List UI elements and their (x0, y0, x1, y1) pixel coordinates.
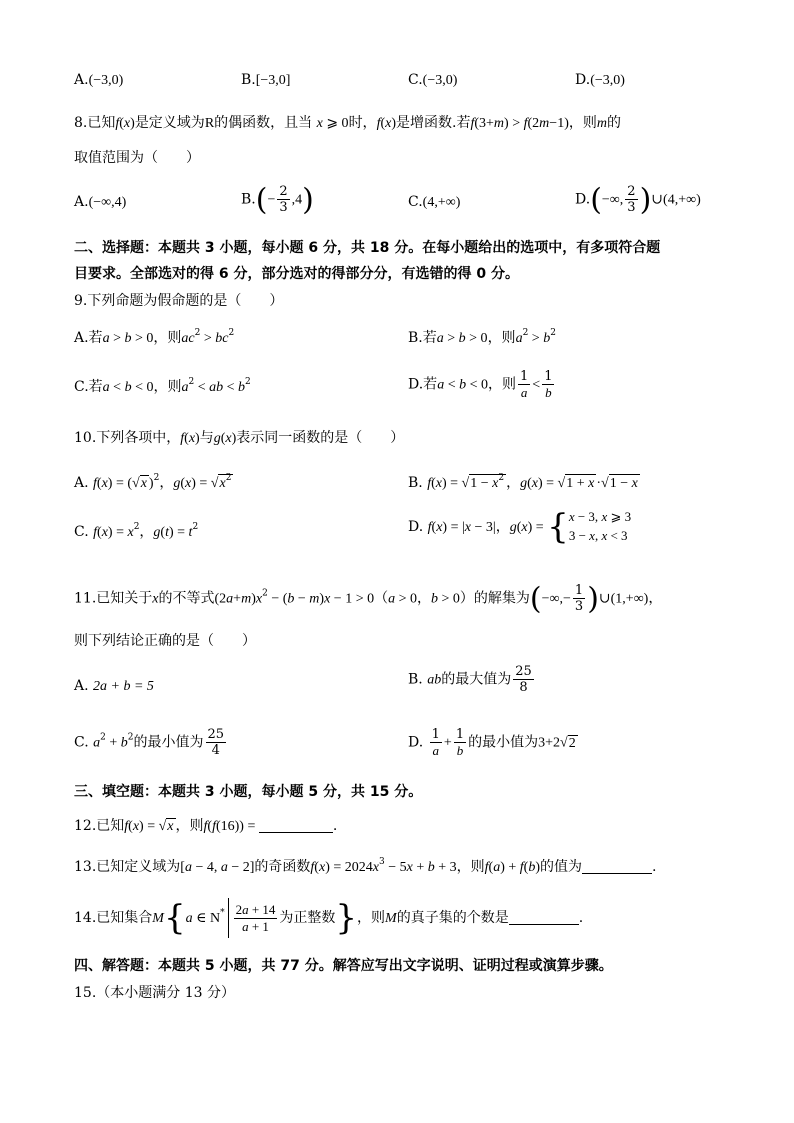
q15-stem: 15.（本小题满分 13 分） (74, 985, 235, 1001)
q9-option-c: C.若a < b < 0，则$a^2$ < ab < $b^2$ (74, 377, 251, 395)
q10-option-b: B. $f(x) = √1 - x^2$ ，g(x) = √1 + x ·√1 − x (408, 473, 638, 491)
q9-option-b: B.若a > b > 0，则$a^2 > b^2$ (408, 328, 556, 346)
q11-option-c: C. $a^2 + b^2$的最小值为 $\frac{25}{4}$ (74, 727, 225, 758)
section-3-heading: 三、填空题：本题共 3 小题，每小题 5 分，共 15 分。 (74, 784, 423, 800)
q8-option-b: B.(− $\frac{2}{3}$ ,4) (241, 182, 314, 218)
q11-option-b: B. ab的最大值为 $\frac{25}{8}$ (408, 664, 532, 695)
section-2-heading-cont: 目要求。全部选对的得 6 分，部分选对的得部分分，有选错的得 0 分。 (74, 266, 519, 282)
q8-stem-line1: 8.已知f(x)是定义域为R的偶函数，且当 x ⩾ 0时，f(x)是增函数.若f(3+m) > f(2m−1)，则m的 (74, 115, 621, 131)
q11-option-d: D. $\frac{1}{a}$ + $\frac{1}{b}$ 的最小值为3+2√2 (408, 727, 576, 758)
section-4-heading: 四、解答题：本题共 5 小题，共 77 分。解答应写出文字说明、证明过程或演算步骤。 (74, 958, 613, 974)
q13-answer-blank[interactable] (582, 859, 652, 874)
q10-option-c: C. $f(x) = x^2$，$g(t) = t^2$ (74, 522, 199, 540)
q9-stem: 9.下列命题为假命题的是（ ） (74, 293, 284, 309)
q7-option-d: D.(−3,0) (575, 72, 625, 88)
q11-option-a: A. 2a + b = 5 (74, 678, 154, 694)
q7-option-b: B.[−3,0] (241, 72, 291, 88)
q14-answer-blank[interactable] (509, 910, 579, 925)
q12-stem: 12.已知f(x) = √x ，则f(f(16)) = . (74, 818, 338, 834)
q8-option-c: C.(4,+∞) (408, 194, 461, 210)
q9-option-a: A.若a > b > 0，则$ac^2 > bc^2$ (74, 328, 235, 346)
q11-stem-line1: 11.已知关于x的不等式$(2a+m)x^2 - (b - m)x - 1 > 0(a > 0$，b > 0）的解集为(−∞,− $\frac{1}{3}$ )∪(1,+∞)， (74, 581, 663, 617)
q10-stem: 10.下列各项中，f(x)与g(x)表示同一函数的是（ ） (74, 430, 405, 446)
q11-stem-line2: 则下列结论正确的是（ ） (74, 633, 256, 649)
q8-option-d: D.(−∞, $\frac{2}{3}$ )∪(4,+∞) (575, 182, 701, 218)
q12-answer-blank[interactable] (259, 818, 333, 833)
q7-option-a: A.(−3,0) (74, 72, 124, 88)
q8-stem-line2: 取值范围为（ ） (74, 150, 200, 166)
q10-option-a: A. f(x) = (√x )$^2$，$g(x) = √x^2$ (74, 473, 232, 491)
q10-option-d: D. f(x) = |x − 3|，g(x) = {x − 3, x ⩾ 3 3 − x, x < 3 (408, 507, 632, 547)
q13-stem: 13.已知定义域为[a − 4, a − 2]的奇函数$f(x) = 2024x^3 - 5x + b + 3$，则f(a) + f(b)的值为 . (74, 857, 657, 875)
q9-option-d: D.若a < b < 0，则 $\frac{1}{a}$ < $\frac{1}{b}$ (408, 369, 553, 400)
q8-option-a: A.(−∞,4) (74, 194, 127, 210)
section-2-heading: 二、选择题：本题共 3 小题，每小题 6 分，共 18 分。在每小题给出的选项中，有多项符合题 (74, 240, 661, 256)
q14-stem: 14.已知集合M{a ∈ N* $\frac{2a + 14}{a + 1}$ 为正整数}，则M的真子集的个数是 . (74, 898, 584, 938)
q7-option-c: C.(−3,0) (408, 72, 458, 88)
